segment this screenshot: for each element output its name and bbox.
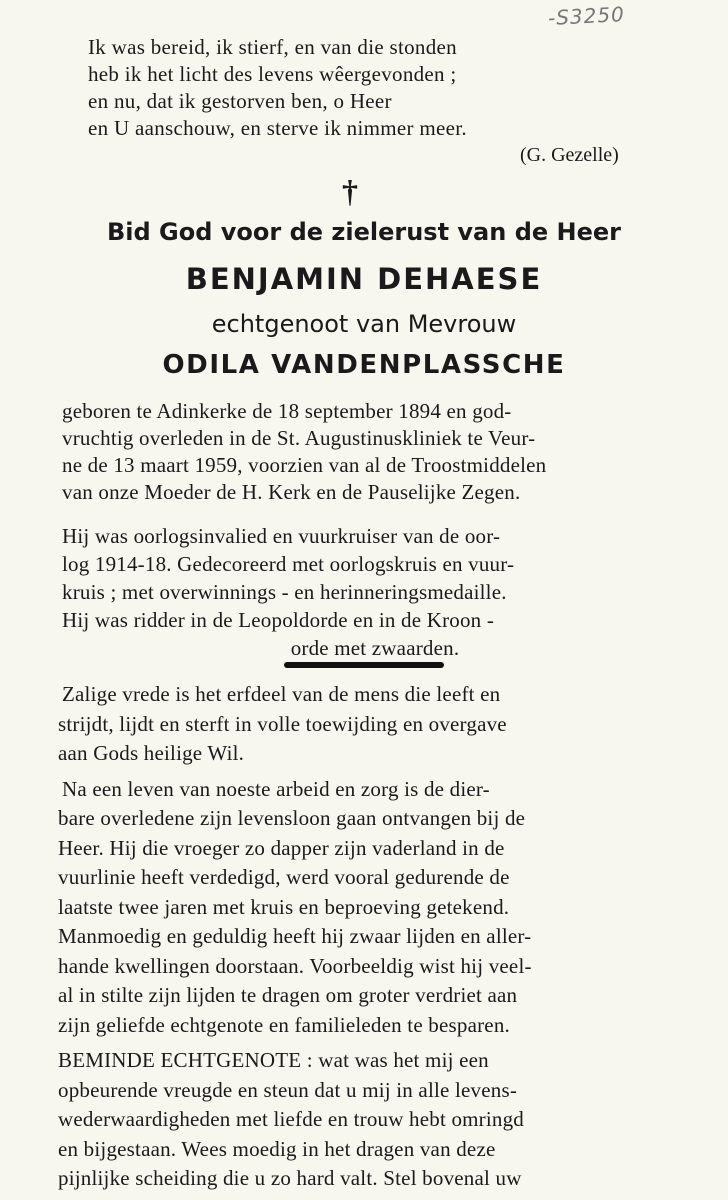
text-line: wederwaardigheden met liefde en trouw hebt omringd [58,1107,525,1131]
text-line: laatste twee jaren met kruis en beproeving getekend. [58,894,510,919]
text-line: log 1914-18. Gedecoreerd met oorlogskruis en vuur- [62,552,515,576]
poem-line: en nu, dat ik gestorven ben, o Heer [88,89,392,113]
text-line: pijnlijke scheiding die u zo hard valt. Stel bovenal uw [58,1166,522,1190]
text-line: ne de 13 maart 1959, voorzien van al de Troostmiddelen [62,453,547,477]
poem-line: en U aanschouw, en sterve ik nimmer meer. [88,116,467,140]
text-line: opbeurende vreugde en steun dat u mij in alle levens- [58,1077,518,1102]
text-line: en bijgestaan. Wees moedig in het dragen van deze [58,1136,496,1161]
text-line: geboren te Adinkerke de 18 september 1894 en god- [62,399,512,423]
archive-annotation: -S3250 [547,2,626,30]
text-line: vuurlinie heeft verdedigd, werd vooral gedurende de [58,865,510,889]
text-line: al in stilte zijn lijden te dragen om groter verdriet aan [58,983,518,1007]
poem-line: heb ik het licht des levens wêergevonden ; [88,62,457,86]
cross-icon: † [342,173,358,209]
spouse-intro: echtgenoot van Mevrouw [211,310,517,338]
text-line: kruis ; met overwinnings - en herinneringsmedaille. [62,580,507,604]
text-line: zijn geliefde echtgenote en familieleden te besparen. [58,1012,510,1037]
birth-death-paragraph [62,398,676,506]
text-line: Manmoedig en geduldig heeft hij zwaar lijden en aller- [58,924,532,948]
poem [88,34,648,142]
prayer-intro: Bid God voor de zielerust van de Heer [107,218,621,246]
text-line: Zalige vrede is het erfdeel van de mens die leeft en [62,682,501,706]
poem-author: (G. Gezelle) [520,144,619,166]
text-line: Hij was oorlogsinvalied en vuurkruiser van de oor- [62,524,501,548]
eulogy-text [58,680,670,1194]
text-line: van onze Moeder de H. Kerk en de Pauselijke Zegen. [62,480,521,504]
text-line: Heer. Hij die vroeger zo dapper zijn vaderland in de [58,835,505,860]
text-line: strijdt, lijdt en sterft in volle toewijding en overgave [58,711,507,736]
text-line: Hij was ridder in de Leopoldorde en in de Kroon - [62,608,495,632]
war-record-paragraph [62,522,648,662]
text-line: orde met zwaarden. [290,636,460,660]
spouse-name: ODILA VANDENPLASSCHE [162,350,566,380]
text-line: hande kwellingen doorstaan. Voorbeeldig wist hij veel- [58,953,532,978]
text-line: BEMINDE ECHTGENOTE : wat was het mij een [58,1048,489,1072]
deceased-name: BENJAMIN DEHAESE [185,262,543,296]
text-line: Na een leven van noeste arbeid en zorg is de dier- [62,776,490,801]
text-line: vruchtig overleden in de St. Augustinuskliniek te Veur- [62,426,536,450]
poem-line: Ik was bereid, ik stierf, en van die stonden [88,35,457,59]
divider [284,662,444,668]
text-line: aan Gods heilige Wil. [58,741,245,765]
text-line: bare overledene zijn levensloon gaan ontvangen bij de [58,806,526,830]
